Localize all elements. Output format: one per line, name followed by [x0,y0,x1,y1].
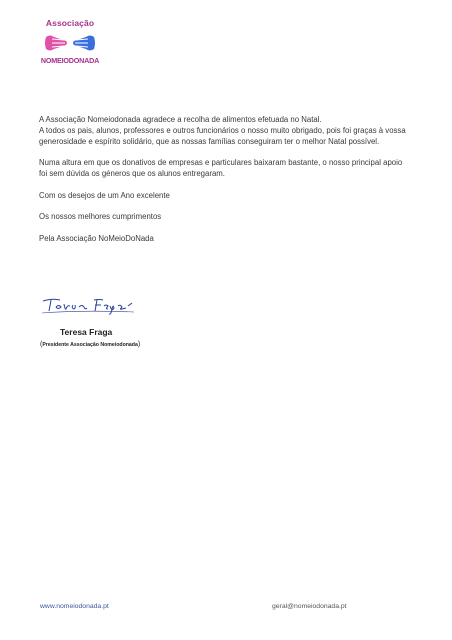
role-close-paren: ) [137,341,141,348]
thanks-line: A Associação Nomeiodonada agradece a recolha de alimentos efetuada no Natal. [39,115,322,124]
paragraph-regards: Os nossos melhores cumprimentos [39,212,162,222]
footer-website[interactable]: www.nomeiodonada.pt [40,603,109,610]
thanks-detail: A todos os pais, alunos, professores e outros funcionários o nosso muito obrigado, pois foi graças à vossa generosidade e espírito solidário, que as nossas famílias conseguiram ter o melhor Natal possível. [39,125,406,146]
paragraph-donations: Numa altura em que os donativos de empresas e particulares baixaram bastante, o nosso principal apoio foi sem dúvida os géneros que os alunos entregaram. [39,158,403,178]
footer-email[interactable]: geral@nomeiodonada.pt [272,603,347,610]
paragraph-thanks [39,115,409,147]
letter-body [39,115,409,255]
role-open-paren: ( [40,341,43,348]
logo-name: NOMEIODONADA [40,56,100,65]
hands-logo-icon [44,32,96,54]
signer-name: Teresa Fraga [60,327,113,337]
association-logo [38,18,102,70]
handwritten-signature [40,294,136,316]
paragraph-wishes: Com os desejos de um Ano excelente [39,190,170,200]
paragraph-from: Pela Associação NoMeioDoNada [39,233,154,243]
signer-role [40,341,140,348]
role-text: Presidente Associação Nomeiodonada [42,342,138,348]
logo-title: Associação [45,18,95,28]
